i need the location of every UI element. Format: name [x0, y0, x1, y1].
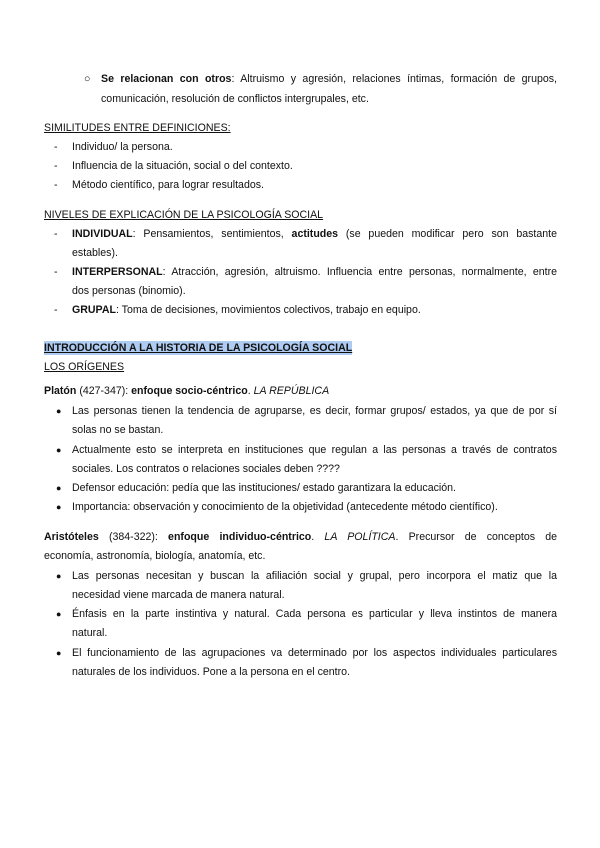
- list-item-cont: natural.: [72, 627, 108, 639]
- item-text: : Altruismo y agresión, relaciones íntimas, formación de grupos,: [231, 73, 557, 85]
- heading-text: INTRODUCCIÓN A LA HISTORIA DE LA PSICOLOGÍA SOCIAL: [44, 342, 353, 354]
- work-title: LA POLÍTICA: [324, 531, 396, 543]
- list-item: [101, 72, 557, 86]
- dash-bullet-icon: -: [54, 304, 58, 316]
- level-name: GRUPAL: [72, 304, 116, 316]
- dash-bullet-icon: -: [54, 228, 58, 240]
- focus: enfoque socio-céntrico: [131, 385, 248, 397]
- bullet-icon: ●: [56, 571, 62, 581]
- level-text: : Pensamientos, sentimientos,: [132, 228, 292, 240]
- dash-bullet-icon: -: [54, 266, 58, 278]
- dash-bullet-icon: -: [54, 141, 58, 153]
- section-heading: NIVELES DE EXPLICACIÓN DE LA PSICOLOGÍA SOCIAL: [44, 209, 324, 221]
- list-item: El funcionamiento de las agrupaciones va determinado por los aspectos individuales particulares: [72, 647, 557, 659]
- list-item: Énfasis en la parte instintiva y natural. Cada persona es particular y lleva instintos de manera: [72, 608, 557, 620]
- level-text: : Atracción, agresión, altruismo. Influencia entre personas, normalmente, entre: [162, 266, 557, 278]
- years: (427-347):: [76, 385, 132, 397]
- work-title: LA REPÚBLICA: [253, 385, 330, 397]
- philosopher-title: [44, 384, 329, 398]
- bullet-icon: ●: [56, 609, 62, 619]
- list-item: [72, 265, 557, 279]
- paragraph-cont: economía, astronomía, biología, anatomía, etc.: [44, 550, 266, 562]
- level-name: INTERPERSONAL: [72, 266, 163, 278]
- level-name: INDIVIDUAL: [72, 228, 133, 240]
- list-item-cont: dos personas (binomio).: [72, 285, 186, 297]
- bullet-icon: ●: [56, 483, 62, 493]
- item-bold: Se relacionan con otros: [101, 73, 232, 85]
- list-item-cont: sociales. Los contratos o relaciones sociales deben ????: [72, 463, 340, 475]
- philosopher-title: [44, 530, 557, 544]
- bullet-icon: ●: [56, 648, 62, 658]
- list-item-cont: necesidad viene marcada de manera natural.: [72, 589, 285, 601]
- list-item: [72, 227, 557, 241]
- subheading: LOS ORÍGENES: [44, 361, 125, 373]
- focus: enfoque individuo-céntrico: [168, 531, 312, 543]
- dash-bullet-icon: -: [54, 179, 58, 191]
- list-item: Importancia: observación y conocimiento de la objetividad (antecedente método científico).: [72, 501, 498, 513]
- list-item-cont: solas no se bastan.: [72, 424, 164, 436]
- bullet-icon: ●: [56, 406, 62, 416]
- list-item: Influencia de la situación, social o del contexto.: [72, 160, 293, 172]
- philosopher-name: Platón: [44, 385, 77, 397]
- dash-bullet-icon: -: [54, 160, 58, 172]
- level-text: (se pueden modificar pero son bastante: [338, 228, 557, 240]
- list-item-cont: comunicación, resolución de conflictos intergrupales, etc.: [101, 93, 369, 105]
- bullet-icon: ●: [56, 502, 62, 512]
- list-item: [72, 303, 421, 317]
- separator: .: [311, 531, 325, 543]
- level-text: : Toma de decisiones, movimientos colectivos, trabajo en equipo.: [115, 304, 421, 316]
- circle-bullet-icon: ○: [84, 73, 91, 85]
- list-item: Método científico, para lograr resultados.: [72, 179, 264, 191]
- list-item: Defensor educación: pedía que las instituciones/ estado garantizara la educación.: [72, 482, 456, 494]
- level-keyword: actitudes: [291, 228, 339, 240]
- separator: .: [247, 385, 254, 397]
- section-heading: SIMILITUDES ENTRE DEFINICIONES:: [44, 122, 231, 134]
- list-item-cont: estables).: [72, 247, 118, 259]
- list-item: Las personas necesitan y buscan la afiliación social y grupal, pero incorpora el matiz que la: [72, 570, 557, 582]
- list-item: Individuo/ la persona.: [72, 141, 173, 153]
- list-item-cont: naturales de los individuos. Pone a la persona en el centro.: [72, 666, 350, 678]
- years: (384-322):: [98, 531, 169, 543]
- highlighted-heading: [44, 341, 352, 355]
- bullet-icon: ●: [56, 445, 62, 455]
- list-item: Actualmente esto se interpreta en instituciones que regulan a las personas a través de contratos: [72, 444, 557, 456]
- philosopher-name: Aristóteles: [44, 531, 99, 543]
- title-rest: . Precursor de conceptos de: [395, 531, 557, 543]
- list-item: Las personas tienen la tendencia de agruparse, es decir, formar grupos/ estados, ya que de por sí: [72, 405, 557, 417]
